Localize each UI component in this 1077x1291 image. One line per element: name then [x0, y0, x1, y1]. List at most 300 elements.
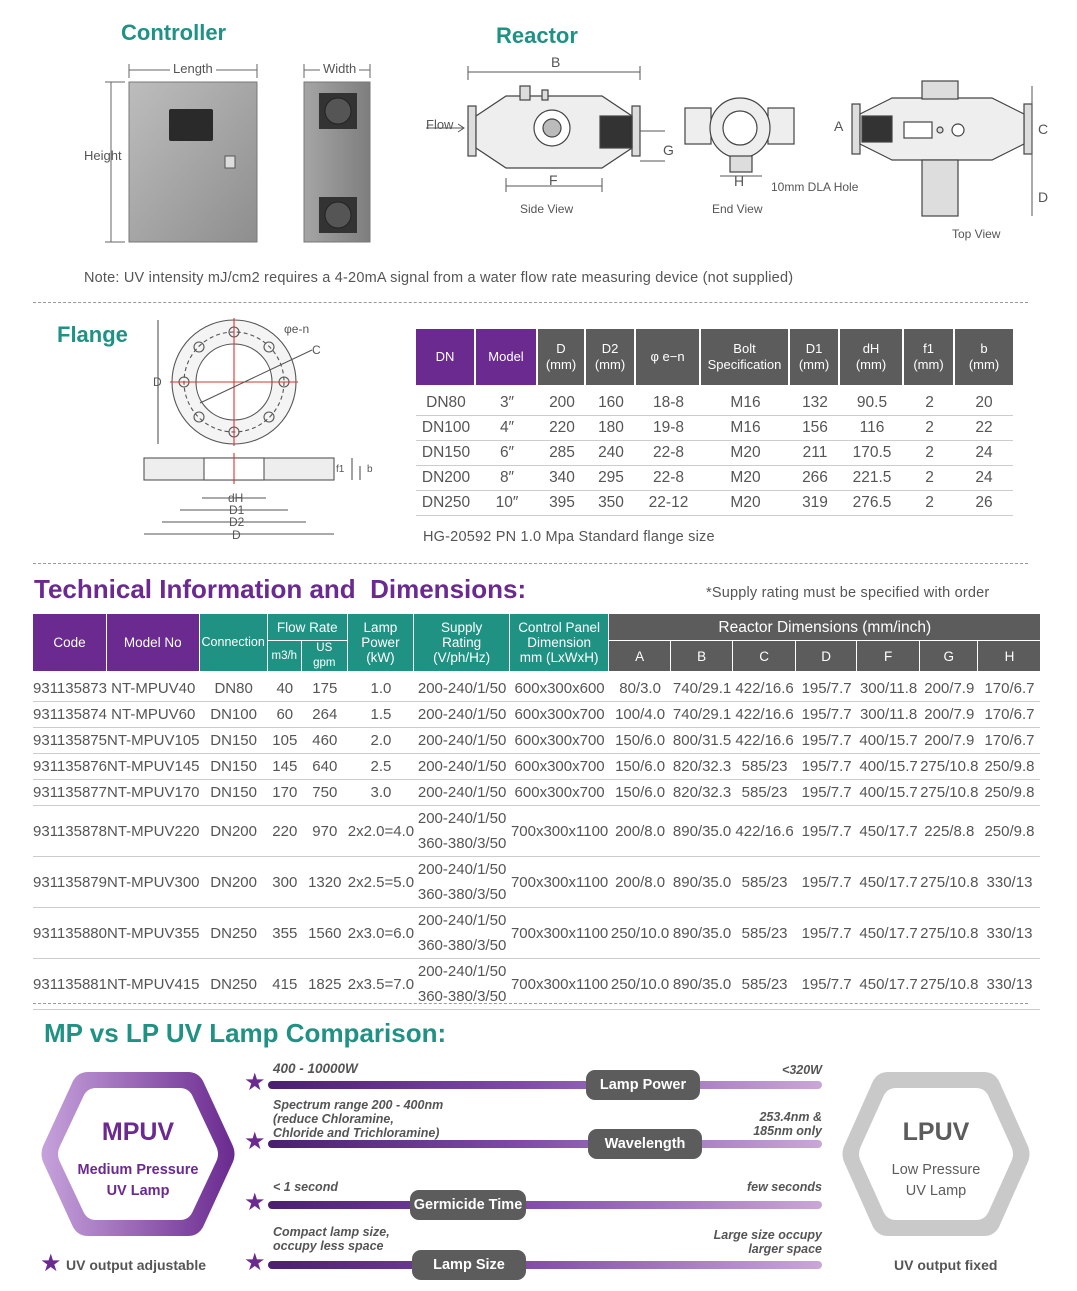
- comparison-label: Wavelength: [588, 1129, 702, 1159]
- tech-cell-supply: [414, 908, 510, 959]
- tech-cell-dim: 275/10.8: [920, 857, 978, 908]
- mpuv-hexagon: [38, 1066, 238, 1242]
- flange-cell: M20: [701, 491, 790, 516]
- flange-cell: 200: [538, 385, 586, 416]
- tech-cell-dim: 250/9.8: [978, 780, 1040, 806]
- d2-label: D2: [229, 515, 245, 529]
- lpuv-feature: UV output fixed: [894, 1257, 998, 1273]
- flange-cell: 132: [790, 385, 840, 416]
- tech-cell-dim: 422/16.6: [733, 702, 796, 728]
- lpuv-line2: UV Lamp: [905, 1183, 967, 1199]
- tech-cell-dim: 422/16.6: [733, 728, 796, 754]
- dim-F: F: [549, 172, 558, 188]
- tech-cell-m3h: 220: [268, 806, 302, 857]
- tech-header-dim: F: [857, 641, 920, 672]
- flange-cell: 340: [538, 466, 586, 491]
- tech-cell-connection: DN200: [200, 806, 268, 857]
- flange-cell: 2: [904, 466, 955, 491]
- flange-cell: 211: [790, 441, 840, 466]
- supply-line: 200-240/1/50: [417, 732, 507, 749]
- tech-table: [33, 614, 1040, 1010]
- flange-cell: 276.5: [840, 491, 904, 516]
- tech-row: [33, 857, 1040, 908]
- c-label: C: [312, 343, 321, 357]
- flange-cell: 2: [904, 491, 955, 516]
- tech-header-model: Model No: [107, 614, 200, 672]
- flange-cell: 395: [538, 491, 586, 516]
- tech-cell-panel: 600x300x700: [510, 754, 609, 780]
- tech-cell-dim: 330/13: [978, 908, 1040, 959]
- flange-cell: 8″: [476, 466, 538, 491]
- tech-cell-power: 1.0: [348, 672, 414, 702]
- tech-row: [33, 780, 1040, 806]
- tech-header-dim: H: [978, 641, 1040, 672]
- tech-cell-model: NT-MPUV355: [107, 908, 200, 959]
- flange-cell: DN200: [416, 466, 476, 491]
- flange-cell: M16: [701, 385, 790, 416]
- mp-description: [273, 1225, 390, 1253]
- tech-cell-dim: 585/23: [733, 857, 796, 908]
- flange-cell: 22: [955, 416, 1013, 441]
- supply-line: 200-240/1/50: [417, 758, 507, 775]
- tech-title: Technical Information and Dimensions:: [34, 574, 527, 604]
- d-label: D: [153, 375, 162, 389]
- lp-description-line: few seconds: [746, 1180, 822, 1194]
- tech-cell-gpm: 750: [302, 780, 348, 806]
- tech-cell-connection: DN250: [200, 908, 268, 959]
- dim-D: D: [1038, 189, 1049, 205]
- tech-row: [33, 702, 1040, 728]
- flange-row: [416, 491, 1013, 516]
- tech-cell-supply: [414, 702, 510, 728]
- tech-cell-dim: 400/15.7: [857, 780, 920, 806]
- tech-cell-dim: 450/17.7: [857, 857, 920, 908]
- tech-header-gpm: US gpm: [302, 641, 348, 672]
- mp-description-line: (reduce Chloramine,: [273, 1112, 394, 1126]
- flange-header: D (mm): [538, 329, 586, 385]
- controller-drawing: [80, 58, 380, 250]
- lpuv-abbr: LPUV: [902, 1118, 970, 1146]
- flange-cell: M20: [701, 466, 790, 491]
- tech-cell-connection: DN200: [200, 857, 268, 908]
- tech-cell-panel: 600x300x700: [510, 780, 609, 806]
- lpuv-line1: Low Pressure: [891, 1162, 981, 1178]
- tech-cell-panel: 700x300x1100: [510, 959, 609, 1010]
- flange-cell: 116: [840, 416, 904, 441]
- tech-cell-dim: 195/7.7: [796, 702, 857, 728]
- tech-cell-gpm: 970: [302, 806, 348, 857]
- tech-cell-dim: 400/15.7: [857, 728, 920, 754]
- tech-cell-panel: 600x300x700: [510, 728, 609, 754]
- flange-cell: 170.5: [840, 441, 904, 466]
- tech-cell-m3h: 40: [268, 672, 302, 702]
- tech-cell-code: 931135880: [33, 908, 107, 959]
- tech-cell-supply: [414, 780, 510, 806]
- flange-cell: 22-8: [636, 441, 701, 466]
- tech-cell-dim: 820/32.3: [671, 780, 733, 806]
- tech-cell-power: 2.5: [348, 754, 414, 780]
- flow-note: Note: UV intensity mJ/cm2 requires a 4-20mA signal from a water flow rate measuring device (not supplied): [84, 270, 794, 286]
- tech-cell-dim: 890/35.0: [671, 959, 733, 1010]
- flange-cell: 24: [955, 441, 1013, 466]
- tech-cell-dim: 450/17.7: [857, 959, 920, 1010]
- tech-cell-code: 931135881: [33, 959, 107, 1010]
- tech-header-dim: G: [920, 641, 978, 672]
- d1-label: D1: [229, 503, 245, 517]
- tech-cell-connection: DN100: [200, 702, 268, 728]
- tech-cell-dim: 200/7.9: [920, 728, 978, 754]
- flange-cell: 10″: [476, 491, 538, 516]
- tech-cell-gpm: 1825: [302, 959, 348, 1010]
- tech-cell-dim: 275/10.8: [920, 754, 978, 780]
- tech-cell-dim: 740/29.1: [671, 672, 733, 702]
- lp-description: [714, 1228, 822, 1256]
- comparison-bar: [268, 1140, 822, 1148]
- flange-cell: 22-12: [636, 491, 701, 516]
- comparison-bar: [268, 1081, 822, 1089]
- mp-description-line: Spectrum range 200 - 400nm: [273, 1098, 444, 1112]
- b-label: b: [367, 464, 373, 475]
- dim-C: C: [1038, 121, 1049, 137]
- tech-cell-model: NT-MPUV300: [107, 857, 200, 908]
- tech-cell-dim: 195/7.7: [796, 908, 857, 959]
- height-label: Height: [84, 148, 122, 163]
- tech-cell-dim: 80/3.0: [609, 672, 671, 702]
- tech-cell-dim: 275/10.8: [920, 959, 978, 1010]
- tech-cell-dim: 170/6.7: [978, 728, 1040, 754]
- tech-header-dim: B: [671, 641, 733, 672]
- tech-cell-dim: 820/32.3: [671, 754, 733, 780]
- tech-cell-code: 931135873: [33, 672, 107, 702]
- star-icon: ★: [244, 1128, 266, 1155]
- flange-table: [416, 329, 1013, 516]
- flange-title: Flange: [57, 322, 128, 347]
- width-label: Width: [320, 61, 359, 76]
- star-icon: ★: [40, 1250, 62, 1277]
- lp-description-line: <320W: [782, 1063, 822, 1077]
- flange-cell: 266: [790, 466, 840, 491]
- supply-line: 360-380/3/50: [417, 937, 507, 954]
- mp-description-line: < 1 second: [273, 1180, 338, 1194]
- flange-cell: 160: [586, 385, 636, 416]
- tech-cell-dim: 195/7.7: [796, 672, 857, 702]
- supply-line: 200-240/1/50: [417, 861, 507, 878]
- tech-header-power: Lamp Power (kW): [348, 614, 414, 672]
- tech-cell-dim: 585/23: [733, 754, 796, 780]
- tech-cell-gpm: 264: [302, 702, 348, 728]
- tech-cell-dim: 200/8.0: [609, 857, 671, 908]
- tech-cell-panel: 700x300x1100: [510, 806, 609, 857]
- tech-cell-dim: 740/29.1: [671, 702, 733, 728]
- tech-cell-supply: [414, 754, 510, 780]
- supply-line: 200-240/1/50: [417, 680, 507, 697]
- tech-cell-dim: 275/10.8: [920, 908, 978, 959]
- side-view-label: Side View: [520, 202, 574, 216]
- supply-line: 360-380/3/50: [417, 988, 507, 1005]
- supply-line: 200-240/1/50: [417, 912, 507, 929]
- tech-cell-dim: 195/7.7: [796, 857, 857, 908]
- tech-cell-dim: 195/7.7: [796, 959, 857, 1010]
- flange-cell: 319: [790, 491, 840, 516]
- tech-cell-code: 931135878: [33, 806, 107, 857]
- tech-cell-dim: 585/23: [733, 959, 796, 1010]
- tech-cell-panel: 600x300x700: [510, 702, 609, 728]
- flange-cell: 2: [904, 416, 955, 441]
- tech-cell-dim: 450/17.7: [857, 908, 920, 959]
- flange-cell: DN150: [416, 441, 476, 466]
- flange-row: [416, 466, 1013, 491]
- tech-cell-m3h: 145: [268, 754, 302, 780]
- tech-cell-dim: 195/7.7: [796, 754, 857, 780]
- tech-cell-power: 2x3.0=6.0: [348, 908, 414, 959]
- tech-cell-dim: 890/35.0: [671, 806, 733, 857]
- comparison-title: MP vs LP UV Lamp Comparison:: [44, 1018, 447, 1048]
- tech-cell-power: 2.0: [348, 728, 414, 754]
- f1-label: f1: [336, 464, 345, 475]
- hole-label: 10mm DLA Hole: [771, 180, 859, 194]
- tech-header-dim: A: [609, 641, 671, 672]
- tech-cell-dim: 250/9.8: [978, 754, 1040, 780]
- flange-cell: 3″: [476, 385, 538, 416]
- flange-cell: DN80: [416, 385, 476, 416]
- tech-cell-dim: 195/7.7: [796, 780, 857, 806]
- flange-footnote: HG-20592 PN 1.0 Mpa Standard flange size: [423, 529, 715, 545]
- mpuv-line1: Medium Pressure: [77, 1162, 199, 1178]
- flange-cell: 220: [538, 416, 586, 441]
- tech-cell-power: 1.5: [348, 702, 414, 728]
- tech-cell-connection: DN150: [200, 728, 268, 754]
- flange-cell: DN100: [416, 416, 476, 441]
- tech-cell-gpm: 1320: [302, 857, 348, 908]
- flange-cell: 156: [790, 416, 840, 441]
- tech-cell-dim: 300/11.8: [857, 672, 920, 702]
- supply-line: 200-240/1/50: [417, 810, 507, 827]
- tech-header-m3h: m3/h: [268, 641, 302, 672]
- tech-header-reactor: Reactor Dimensions (mm/inch): [609, 614, 1040, 641]
- flange-cell: 180: [586, 416, 636, 441]
- mp-description-line: 400 - 10000W: [273, 1061, 358, 1076]
- divider: [33, 563, 1028, 564]
- comparison-label: Germicide Time: [410, 1190, 526, 1220]
- dim-H: H: [734, 173, 745, 189]
- tech-cell-dim: 170/6.7: [978, 702, 1040, 728]
- tech-header-flow: Flow Rate: [268, 614, 348, 641]
- tech-cell-model: NT-MPUV220: [107, 806, 200, 857]
- flange-header: φ e−n: [636, 329, 701, 385]
- supply-note: *Supply rating must be specified with order: [706, 585, 990, 601]
- flange-row: [416, 441, 1013, 466]
- tech-cell-power: 2x3.5=7.0: [348, 959, 414, 1010]
- mpuv-abbr: MPUV: [101, 1118, 175, 1146]
- lpuv-hexagon: [839, 1066, 1033, 1242]
- tech-cell-dim: 585/23: [733, 780, 796, 806]
- tech-cell-dim: 300/11.8: [857, 702, 920, 728]
- mp-description: [273, 1062, 358, 1076]
- mp-description-line: occupy less space: [273, 1239, 384, 1253]
- tech-cell-dim: 450/17.7: [857, 806, 920, 857]
- lp-description-line: Large size occupy: [713, 1228, 822, 1242]
- tech-cell-model: NT-MPUV170: [107, 780, 200, 806]
- tech-header-connection: Connection: [200, 614, 268, 672]
- tech-cell-dim: 200/7.9: [920, 672, 978, 702]
- lp-description-line: 253.4nm &: [759, 1110, 822, 1124]
- mp-description-line: Compact lamp size,: [273, 1225, 390, 1239]
- flange-cell: 221.5: [840, 466, 904, 491]
- tech-cell-dim: 422/16.6: [733, 806, 796, 857]
- flange-cell: M16: [701, 416, 790, 441]
- star-icon: ★: [244, 1249, 266, 1276]
- flange-cell: 240: [586, 441, 636, 466]
- tech-cell-code: 931135875: [33, 728, 107, 754]
- supply-line: 200-240/1/50: [417, 963, 507, 980]
- flange-cell: 6″: [476, 441, 538, 466]
- tech-cell-supply: [414, 672, 510, 702]
- divider: [33, 302, 1028, 303]
- flange-cell: 2: [904, 441, 955, 466]
- tech-cell-panel: 600x300x600: [510, 672, 609, 702]
- flange-cell: 18-8: [636, 385, 701, 416]
- flange-header: D1 (mm): [790, 329, 840, 385]
- flange-header: Bolt Specification: [701, 329, 790, 385]
- tech-cell-dim: 585/23: [733, 908, 796, 959]
- mp-description: [273, 1098, 443, 1140]
- tech-cell-panel: 700x300x1100: [510, 908, 609, 959]
- tech-cell-connection: DN250: [200, 959, 268, 1010]
- tech-cell-m3h: 105: [268, 728, 302, 754]
- tech-cell-model: NT-MPUV145: [107, 754, 200, 780]
- flange-drawing: [140, 318, 380, 548]
- tech-row: [33, 908, 1040, 959]
- tech-cell-supply: [414, 857, 510, 908]
- tech-cell-m3h: 300: [268, 857, 302, 908]
- tech-header-control: Control Panel Dimension mm (LxWxH): [510, 614, 609, 672]
- tech-cell-dim: 250/9.8: [978, 806, 1040, 857]
- tech-cell-dim: 150/6.0: [609, 728, 671, 754]
- tech-cell-dim: 275/10.8: [920, 780, 978, 806]
- flange-cell: 26: [955, 491, 1013, 516]
- tech-cell-dim: 200/7.9: [920, 702, 978, 728]
- tech-cell-dim: 250/10.0: [609, 959, 671, 1010]
- tech-cell-code: 931135874: [33, 702, 107, 728]
- lp-description-line: 185nm only: [753, 1124, 822, 1138]
- tech-cell-code: 931135877: [33, 780, 107, 806]
- tech-header-supply: Supply Rating (V/ph/Hz): [414, 614, 510, 672]
- tech-cell-panel: 700x300x1100: [510, 857, 609, 908]
- supply-line: 360-380/3/50: [417, 886, 507, 903]
- flange-row: [416, 385, 1013, 416]
- tech-cell-gpm: 175: [302, 672, 348, 702]
- flange-cell: 350: [586, 491, 636, 516]
- flange-header: D2 (mm): [586, 329, 636, 385]
- star-icon: ★: [244, 1189, 266, 1216]
- flow-label: Flow: [426, 117, 454, 132]
- flange-cell: 295: [586, 466, 636, 491]
- tech-row: [33, 754, 1040, 780]
- tech-cell-dim: 100/4.0: [609, 702, 671, 728]
- tech-cell-dim: 422/16.6: [733, 672, 796, 702]
- reactor-title: Reactor: [496, 23, 578, 48]
- dh-label: dH: [228, 491, 244, 505]
- tech-cell-m3h: 170: [268, 780, 302, 806]
- flange-cell: 4″: [476, 416, 538, 441]
- tech-cell-gpm: 640: [302, 754, 348, 780]
- mp-description-line: Chloride and Trichloramine): [273, 1126, 440, 1140]
- tech-cell-m3h: 60: [268, 702, 302, 728]
- tech-cell-dim: 200/8.0: [609, 806, 671, 857]
- tech-cell-dim: 890/35.0: [671, 857, 733, 908]
- supply-line: 360-380/3/50: [417, 835, 507, 852]
- lp-description: [747, 1180, 822, 1194]
- tech-cell-gpm: 1560: [302, 908, 348, 959]
- flange-cell: DN250: [416, 491, 476, 516]
- tech-cell-supply: [414, 806, 510, 857]
- mpuv-line2: UV Lamp: [106, 1183, 170, 1199]
- tech-cell-supply: [414, 728, 510, 754]
- tech-cell-dim: 330/13: [978, 959, 1040, 1010]
- supply-line: 200-240/1/50: [417, 706, 507, 723]
- tech-cell-connection: DN150: [200, 754, 268, 780]
- tech-header-dim: D: [796, 641, 857, 672]
- tech-cell-model: NT-MPUV415: [107, 959, 200, 1010]
- flange-cell: 20: [955, 385, 1013, 416]
- flange-header: f1 (mm): [904, 329, 955, 385]
- divider: [33, 1003, 1028, 1004]
- tech-cell-gpm: 460: [302, 728, 348, 754]
- tech-cell-dim: 250/10.0: [609, 908, 671, 959]
- tech-cell-connection: DN80: [200, 672, 268, 702]
- tech-row: [33, 806, 1040, 857]
- tech-cell-dim: 150/6.0: [609, 754, 671, 780]
- tech-header-code: Code: [33, 614, 107, 672]
- dim-G: G: [663, 142, 674, 158]
- dim-B: B: [551, 54, 561, 70]
- flange-header: DN: [416, 329, 476, 385]
- flange-cell: M20: [701, 441, 790, 466]
- tech-cell-dim: 330/13: [978, 857, 1040, 908]
- length-label: Length: [170, 61, 216, 76]
- tech-cell-dim: 195/7.7: [796, 806, 857, 857]
- comparison-bar: [268, 1261, 822, 1269]
- tech-row: [33, 672, 1040, 702]
- flange-header: dH (mm): [840, 329, 904, 385]
- tech-cell-dim: 195/7.7: [796, 728, 857, 754]
- tech-cell-code: 931135876: [33, 754, 107, 780]
- flange-header: Model: [476, 329, 538, 385]
- tech-cell-m3h: 415: [268, 959, 302, 1010]
- flange-cell: 19-8: [636, 416, 701, 441]
- phi-label: φe-n: [284, 322, 310, 336]
- tech-cell-power: 2x2.5=5.0: [348, 857, 414, 908]
- d-bottom-label: D: [232, 528, 241, 542]
- flange-cell: 24: [955, 466, 1013, 491]
- supply-line: 200-240/1/50: [417, 784, 507, 801]
- comparison-bar: [268, 1201, 822, 1209]
- flange-header: b (mm): [955, 329, 1013, 385]
- tech-cell-dim: 170/6.7: [978, 672, 1040, 702]
- flange-cell: 2: [904, 385, 955, 416]
- tech-cell-dim: 400/15.7: [857, 754, 920, 780]
- tech-cell-power: 3.0: [348, 780, 414, 806]
- mp-description: [273, 1180, 338, 1194]
- tech-cell-m3h: 355: [268, 908, 302, 959]
- controller-title: Controller: [121, 20, 227, 45]
- flange-cell: 90.5: [840, 385, 904, 416]
- tech-header-dim: C: [733, 641, 796, 672]
- comparison-label: Lamp Size: [412, 1250, 526, 1280]
- tech-cell-model: NT-MPUV40: [107, 672, 200, 702]
- tech-cell-power: 2x2.0=4.0: [348, 806, 414, 857]
- dim-A: A: [834, 118, 844, 134]
